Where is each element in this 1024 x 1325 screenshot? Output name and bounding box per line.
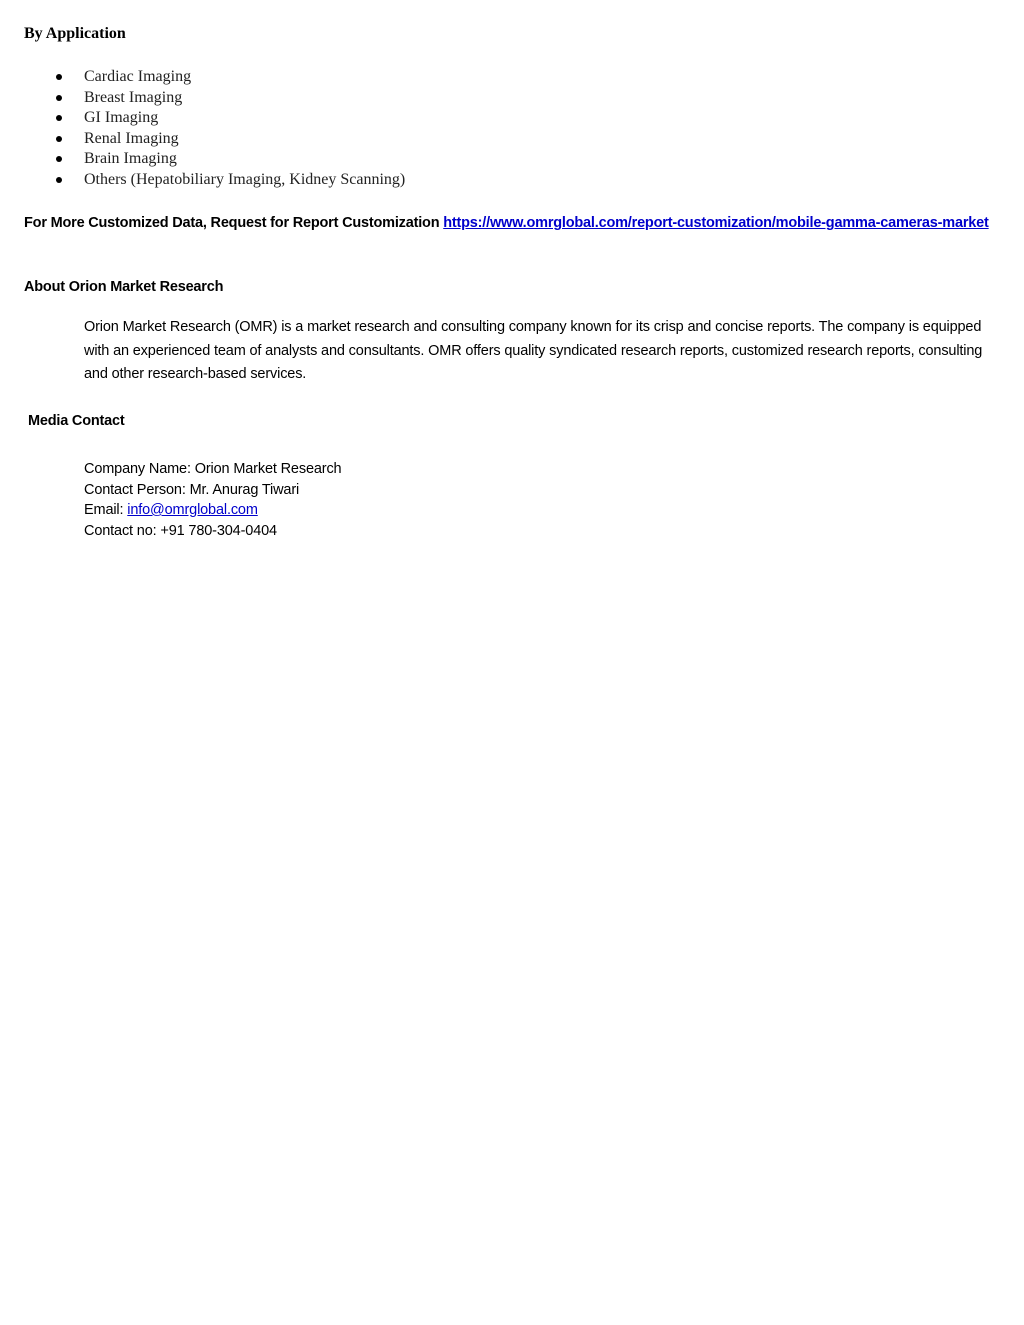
bullet-icon <box>56 95 62 101</box>
company-name-row <box>84 459 341 480</box>
company-name-label: Company Name: <box>84 461 191 477</box>
list-item-label: GI Imaging <box>84 109 159 126</box>
by-application-heading: By Application <box>24 25 126 42</box>
bullet-icon <box>56 177 62 183</box>
list-item <box>56 170 405 191</box>
media-contact-heading: Media Contact <box>28 413 125 429</box>
company-name-value: Orion Market Research <box>194 461 342 477</box>
customization-text: For More Customized Data, Request for Report Customization <box>24 215 440 231</box>
email-row <box>84 500 341 521</box>
bullet-icon <box>56 136 62 142</box>
contact-details <box>84 459 341 541</box>
list-item-label: Breast Imaging <box>84 88 183 106</box>
bullet-icon <box>56 115 62 121</box>
list-item-label: Cardiac Imaging <box>84 68 192 85</box>
contact-person-value: Mr. Anurag Tiwari <box>189 481 300 498</box>
customization-paragraph <box>24 212 1004 235</box>
bullet-icon <box>56 156 62 162</box>
email-link[interactable]: info@omrglobal.com <box>127 502 258 518</box>
contact-person-label: Contact Person: <box>84 481 186 498</box>
phone-label: Contact no: <box>84 522 157 539</box>
list-item <box>56 108 405 129</box>
list-item <box>56 67 405 88</box>
list-item <box>56 88 405 109</box>
bullet-icon <box>56 74 62 80</box>
list-item <box>56 149 405 170</box>
list-item <box>56 129 405 150</box>
phone-value: +91 780-304-0404 <box>160 522 277 539</box>
customization-link[interactable]: https://www.omrglobal.com/report-customization/mobile-gamma-cameras-market <box>443 215 989 231</box>
email-label: Email: <box>84 502 124 518</box>
phone-row <box>84 521 341 542</box>
list-item-label: Others (Hepatobiliary Imaging, Kidney Scanning) <box>84 170 406 188</box>
about-heading: About Orion Market Research <box>24 279 224 295</box>
list-item-label: Brain Imaging <box>84 150 177 167</box>
contact-person-row <box>84 480 341 501</box>
list-item-label: Renal Imaging <box>84 129 179 147</box>
application-list <box>56 67 405 190</box>
about-body: Orion Market Research (OMR) is a market research and consulting company known for its crisp and concise reports. The company is equipped with an experienced team of analysts and consultants. OMR offers quality syndicated research reports, customized research reports, consulting and other research-based services. <box>84 319 983 382</box>
